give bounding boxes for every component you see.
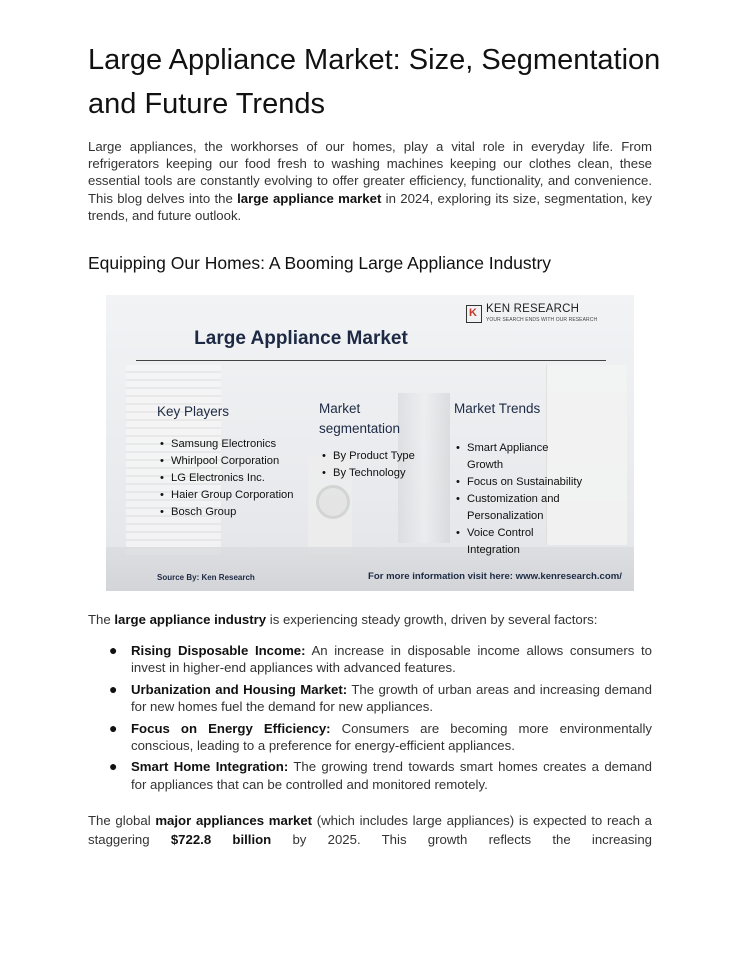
list-item: • Samsung Electronics bbox=[160, 436, 294, 453]
bullet-icon: ● bbox=[109, 680, 118, 697]
bullet-icon: ● bbox=[109, 758, 118, 775]
growth-text-pre: The bbox=[88, 612, 115, 627]
factor-text: An increase in disposable income allows consumers to invest in higher-end appliances with advanced features. bbox=[131, 643, 652, 676]
ken-research-logo bbox=[466, 303, 631, 329]
market-text-pre: The global bbox=[88, 813, 156, 828]
trend-line-1: Customization and bbox=[467, 493, 560, 505]
trend-line-2: Integration bbox=[467, 544, 520, 556]
market-text-mid: (which includes large appliances) is expected to reach a staggering bbox=[88, 813, 652, 847]
logo-mark-icon bbox=[466, 305, 482, 323]
section-heading: Equipping Our Homes: A Booming Large Appliance Industry bbox=[88, 253, 552, 273]
trends-list bbox=[456, 440, 582, 559]
key-players-heading: Key Players bbox=[157, 404, 230, 419]
market-text-post: by 2025. This growth reflects the increasing bbox=[271, 832, 653, 847]
washer-door-graphic bbox=[316, 485, 350, 519]
intro-paragraph bbox=[88, 138, 652, 224]
list-item bbox=[88, 758, 652, 792]
title-divider bbox=[136, 360, 606, 361]
list-item: • By Technology bbox=[322, 465, 415, 482]
source-credit: Source By: Ken Research bbox=[157, 573, 255, 582]
factor-text: Consumers are becoming more environmentally conscious, leading to a preference for energy-efficient appliances. bbox=[131, 720, 652, 753]
market-size-paragraph bbox=[88, 811, 652, 849]
key-players-list bbox=[160, 436, 294, 521]
market-infographic bbox=[106, 295, 634, 591]
list-item bbox=[456, 525, 582, 559]
growth-bold-term: large appliance industry bbox=[114, 612, 267, 627]
logo-name: KEN RESEARCH bbox=[486, 303, 580, 315]
logo-mark-letter: K bbox=[469, 307, 477, 319]
bullet-icon: ● bbox=[109, 642, 118, 658]
growth-factors-list bbox=[88, 642, 652, 797]
intro-text-1: Large appliances, the workhorses of our homes, play a vital role in everyday life. From refrigerators keeping our food fresh to washing machines keeping our clothes clean, these essential tools are constantly evolving to offer greater efficiency, functionality, and convenience. This blog delves into the bbox=[88, 139, 652, 206]
growth-text-post: is experiencing steady growth, driven by several factors: bbox=[266, 612, 598, 627]
factor-label: Urbanization and Housing Market: bbox=[131, 681, 348, 697]
list-item: • LG Electronics Inc. bbox=[160, 470, 294, 487]
trend-line-2: Personalization bbox=[467, 510, 544, 522]
intro-text-2: in 2024, exploring its size, segmentation, key trends, and future outlook. bbox=[88, 190, 652, 223]
list-item: • Bosch Group bbox=[160, 504, 294, 521]
list-item: • Whirlpool Corporation bbox=[160, 453, 294, 470]
page-title: Large Appliance Market: Size, Segmentation and Future Trends bbox=[88, 44, 661, 120]
segmentation-heading-line2: segmentation bbox=[319, 421, 401, 436]
trend-line-1: Smart Appliance bbox=[467, 442, 549, 454]
list-item: • Haier Group Corporation bbox=[160, 487, 294, 504]
intro-bold-term: large appliance market bbox=[237, 190, 382, 206]
factor-label: Rising Disposable Income: bbox=[131, 643, 306, 658]
segmentation-heading-line1: Market bbox=[319, 401, 361, 416]
factor-text: The growing trend towards smart homes creates a demand for appliances that can be controlled and monitored remotely. bbox=[131, 759, 652, 792]
logo-tagline: YOUR SEARCH ENDS WITH OUR RESEARCH bbox=[486, 317, 598, 323]
growth-paragraph bbox=[88, 611, 652, 628]
infographic-title: Large Appliance Market bbox=[194, 328, 408, 349]
segmentation-heading bbox=[319, 399, 400, 439]
list-item bbox=[88, 642, 652, 676]
trends-heading: Market Trends bbox=[454, 401, 541, 416]
trend-line-1: Focus on Sustainability bbox=[467, 476, 583, 488]
factor-label: Smart Home Integration: bbox=[131, 759, 289, 775]
list-item bbox=[456, 440, 582, 474]
list-item: • By Product Type bbox=[322, 448, 415, 465]
factor-label: Focus on Energy Efficiency: bbox=[131, 720, 331, 736]
list-item bbox=[88, 720, 652, 754]
trend-line-2: Growth bbox=[467, 459, 504, 471]
more-info-link: For more information visit here: www.kenresearch.com/ bbox=[368, 571, 622, 582]
factor-text: The growth of urban areas and increasing demand for new homes fuel the demand for new appliances. bbox=[131, 681, 652, 714]
segmentation-list bbox=[322, 448, 415, 482]
list-item bbox=[456, 491, 582, 525]
list-item bbox=[88, 681, 652, 715]
trend-line-1: Voice Control bbox=[467, 527, 534, 539]
bullet-icon: ● bbox=[109, 719, 118, 736]
market-value: $722.8 billion bbox=[170, 832, 272, 847]
market-bold-term: major appliances market bbox=[155, 813, 313, 828]
list-item bbox=[456, 474, 582, 491]
